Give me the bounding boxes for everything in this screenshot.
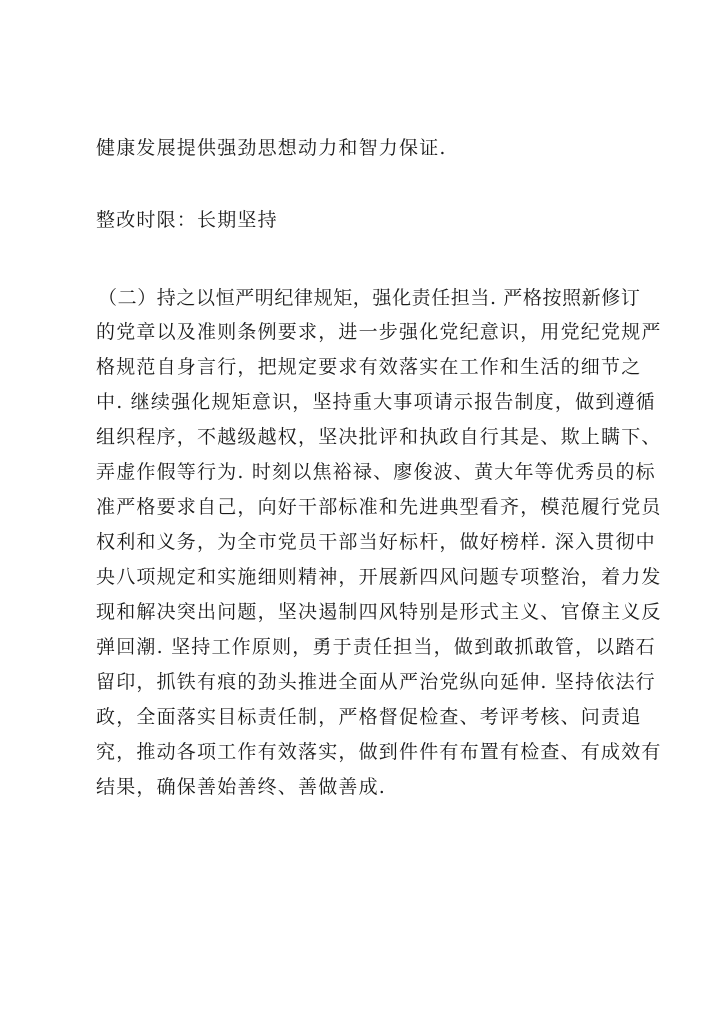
paragraph-line: 究，推动各项工作有效落实，做到件件有布置有检查、有成效有 bbox=[96, 741, 662, 763]
paragraph-line: 留印，抓铁有痕的劲头推进全面从严治党纵向延伸. 坚持依法行 bbox=[96, 671, 656, 693]
deadline-text: 整改时限：长期坚持 bbox=[96, 209, 278, 231]
paragraph-line: 现和解决突出问题，坚决遏制四风特别是形式主义、官僚主义反 bbox=[96, 601, 662, 623]
paragraph-line: 的党章以及准则条例要求，进一步强化党纪意识，用党纪党规严 bbox=[96, 321, 662, 343]
paragraph-line: （二）持之以恒严明纪律规矩，强化责任担当. 严格按照新修订 bbox=[98, 287, 641, 309]
paragraph-line: 准严格要求自己，向好干部标准和先进典型看齐，模范履行党员 bbox=[96, 496, 662, 518]
paragraph-line: 弄虚作假等行为. 时刻以焦裕禄、廖俊波、黄大年等优秀员的标 bbox=[96, 461, 656, 483]
paragraph-text: 健康发展提供强劲思想动力和智力保证. bbox=[96, 137, 447, 159]
paragraph-line: 组织程序，不越级越权，坚决批评和执政自行其是、欺上瞒下、 bbox=[96, 426, 662, 448]
paragraph-line: 弹回潮. 坚持工作原则，勇于责任担当，做到敢抓敢管，以踏石 bbox=[96, 636, 656, 658]
paragraph-line: 权利和义务，为全市党员干部当好标杆，做好榜样. 深入贯彻中 bbox=[96, 531, 656, 553]
paragraph-line: 结果，确保善始善终、善做善成. bbox=[96, 776, 387, 798]
paragraph-line: 央八项规定和实施细则精神，开展新四风问题专项整治，着力发 bbox=[96, 566, 662, 588]
paragraph-line: 格规范自身言行，把规定要求有效落实在工作和生活的细节之 bbox=[96, 356, 642, 378]
paragraph-line: 政，全面落实目标责任制，严格督促检查、考评考核、问责追 bbox=[96, 706, 642, 728]
paragraph-line: 中. 继续强化规矩意识，坚持重大事项请示报告制度，做到遵循 bbox=[96, 391, 656, 413]
